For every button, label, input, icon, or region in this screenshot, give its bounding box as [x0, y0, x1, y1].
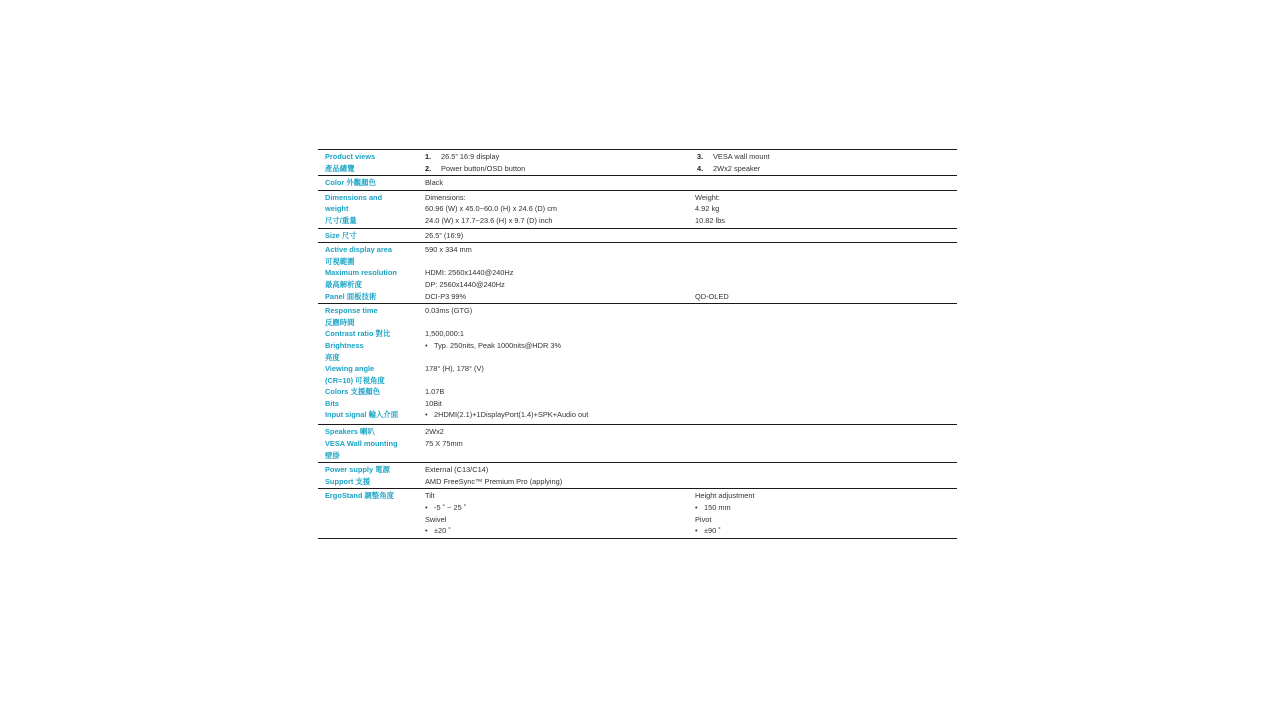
vesa-label: VESA Wall mounting [325, 439, 398, 449]
weight-kg: 4.92 kg [695, 204, 720, 214]
section-display [318, 242, 957, 303]
table-row [318, 476, 957, 488]
product-view-item-1: 1. 26.5” 16:9 display [425, 152, 500, 161]
table-row [318, 230, 957, 242]
support-label: Support 支援 [325, 476, 371, 486]
table-row [318, 256, 957, 268]
bullet-icon: • [425, 503, 428, 513]
table-row [318, 502, 957, 514]
table-row [318, 203, 957, 215]
section-dimensions [318, 190, 957, 228]
table-row [318, 163, 957, 175]
brightness-value: • Typ. 250nits, Peak 1000nits@HDR 3% [425, 340, 562, 350]
speakers-value: 2Wx2 [425, 427, 444, 437]
max-res-label-zh: 最高解析度 [325, 279, 362, 289]
table-row [318, 244, 957, 256]
contrast-label: Contrast ratio 對比 [325, 329, 391, 339]
bits-value: 10Bit [425, 398, 442, 408]
bits-label: Bits [325, 398, 339, 408]
response-label: Response time [325, 306, 378, 316]
bullet-icon: • [425, 410, 428, 420]
table-row [318, 352, 957, 364]
panel-label: Panel 面板技術 [325, 291, 377, 301]
response-value: 0.03ms (GTG) [425, 306, 473, 316]
table-row [318, 340, 957, 352]
dimensions-title: Dimensions: [425, 192, 466, 202]
dimensions-inch: 24.0 (W) x 17.7~23.6 (H) x 9.7 (D) inch [425, 215, 553, 225]
power-value: External (C13/C14) [425, 465, 489, 475]
bullet-icon: • [425, 340, 428, 350]
pivot-value: • ±90 ˚ [695, 526, 721, 536]
viewing-value: 178° (H), 178° (V) [425, 364, 484, 374]
section-product-views [318, 149, 957, 175]
product-view-item-4: 4. 2Wx2 speaker [697, 163, 761, 173]
size-value: 26.5” (16:9) [425, 230, 464, 240]
dimensions-label-zh: 尺寸/重量 [325, 215, 357, 225]
active-area-value: 590 x 334 mm [425, 245, 472, 255]
active-area-label: Active display area [325, 245, 392, 255]
support-value: AMD FreeSync™ Premium Pro (applying) [425, 476, 563, 486]
color-label: Color 外觀顏色 [325, 178, 376, 188]
response-label-zh: 反應時間 [325, 317, 355, 327]
color-value: Black [425, 178, 444, 188]
table-row [318, 375, 957, 387]
bullet-icon: • [425, 526, 428, 536]
vesa-label-zh: 壁掛 [325, 450, 340, 460]
tilt-value: • -5 ˚ ~ 25 ˚ [425, 503, 467, 513]
product-view-item-3: 3. VESA wall mount [697, 152, 770, 161]
weight-title: Weight: [695, 192, 720, 202]
table-row [318, 151, 957, 163]
pivot-title: Pivot [695, 514, 712, 524]
active-area-label-zh: 可視範圍 [325, 256, 355, 266]
table-row [318, 490, 957, 502]
section-ergostand [318, 488, 957, 538]
max-res-dp: DP: 2560x1440@240Hz [425, 279, 505, 289]
product-views-label: Product views [325, 152, 376, 161]
bullet-icon: • [695, 526, 698, 536]
size-label: Size 尺寸 [325, 230, 357, 240]
panel-value: DCI-P3 99% [425, 291, 467, 301]
colors-label: Colors 支援顏色 [325, 387, 381, 397]
table-row [318, 291, 957, 303]
section-power [318, 462, 957, 488]
panel-type: QD-OLED [695, 291, 729, 301]
tilt-title: Tilt [425, 491, 435, 501]
spec-table [318, 149, 957, 539]
table-row [318, 192, 957, 204]
table-row [318, 409, 957, 423]
table-row [318, 438, 957, 450]
dimensions-cm: 60.96 (W) x 45.0~60.0 (H) x 24.6 (D) cm [425, 204, 558, 214]
table-row [318, 525, 957, 537]
viewing-label: Viewing angle [325, 364, 375, 374]
height-title: Height adjustment [695, 491, 755, 501]
table-row [318, 328, 957, 340]
speakers-label: Speakers 喇叭 [325, 427, 375, 437]
table-row [318, 279, 957, 291]
table-row [318, 450, 957, 462]
max-res-label: Maximum resolution [325, 268, 397, 278]
swivel-title: Swivel [425, 514, 447, 524]
input-value: • 2HDMI(2.1)+1DisplayPort(1.4)+SPK+Audio out [425, 410, 589, 420]
table-row [318, 267, 957, 279]
table-row [318, 398, 957, 410]
table-row [318, 514, 957, 526]
power-label: Power supply 電源 [325, 465, 390, 475]
dimensions-label-2: weight [325, 204, 349, 214]
section-color [318, 175, 957, 190]
height-value: • 150 mm [695, 503, 731, 513]
max-res-hdmi: HDMI: 2560x1440@240Hz [425, 268, 514, 278]
bullet-icon: • [695, 503, 698, 513]
table-row [318, 464, 957, 476]
table-row [318, 177, 957, 189]
table-row [318, 215, 957, 227]
ergostand-label: ErgoStand 調整角度 [325, 491, 394, 501]
colors-value: 1.07B [425, 387, 445, 397]
weight-lbs: 10.82 lbs [695, 215, 725, 225]
table-row [318, 386, 957, 398]
contrast-value: 1,500,000:1 [425, 329, 465, 339]
swivel-value: • ±20 ˚ [425, 526, 451, 536]
brightness-label: Brightness [325, 340, 364, 350]
section-audio-mount [318, 424, 957, 462]
table-row [318, 363, 957, 375]
brightness-label-zh: 亮度 [325, 352, 340, 362]
product-views-label-zh: 產品總覽 [325, 163, 355, 173]
table-row [318, 317, 957, 329]
input-label: Input signal 輸入介面 [325, 410, 399, 420]
section-size [318, 228, 957, 243]
dimensions-label: Dimensions and [325, 192, 383, 202]
vesa-value: 75 X 75mm [425, 439, 463, 449]
table-row [318, 426, 957, 438]
viewing-label-2: (CR=10) 可視角度 [325, 375, 385, 385]
section-performance [318, 303, 957, 424]
product-view-item-2: 2. Power button/OSD button [425, 163, 526, 173]
table-row [318, 305, 957, 317]
